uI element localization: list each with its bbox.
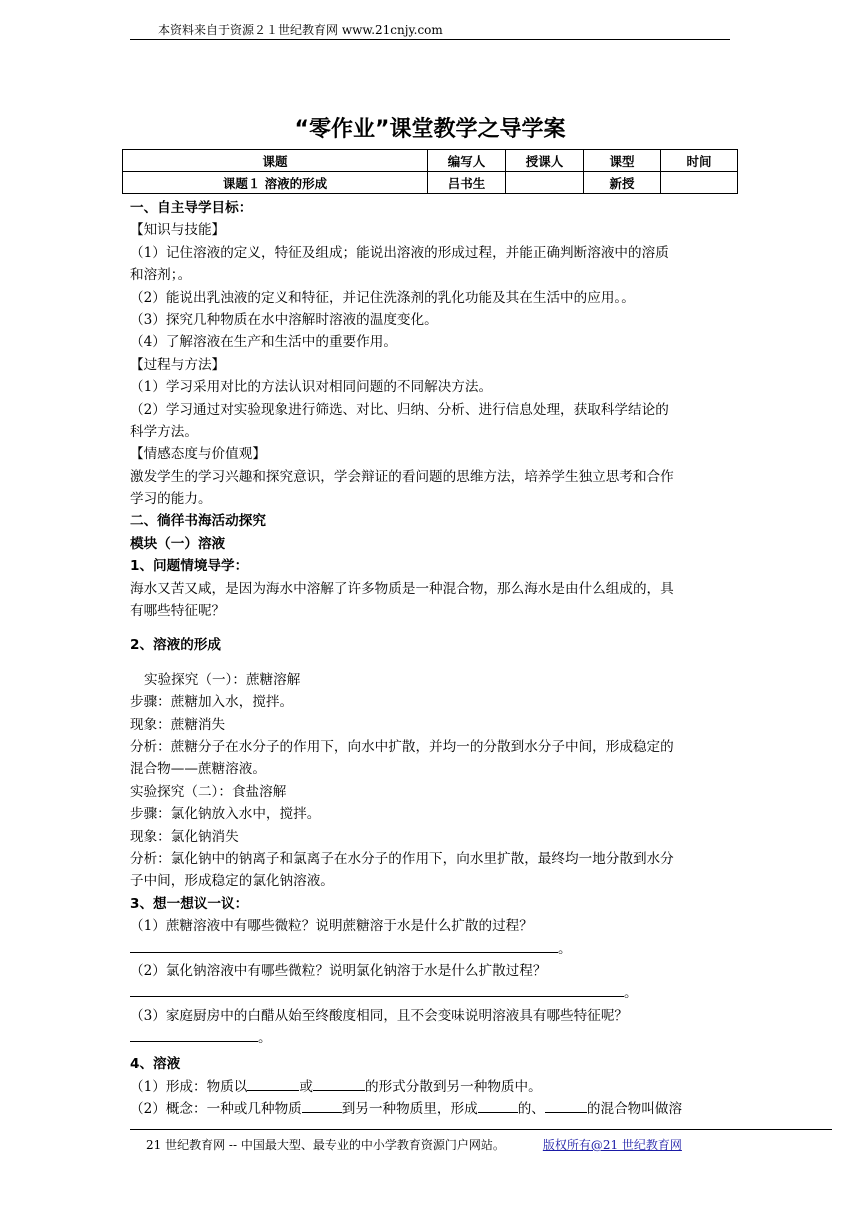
knowledge-item-4: （4）了解溶液在生产和生活中的重要作用。 xyxy=(130,334,397,351)
q4-concept-line: （2）概念：一种或几种物质 到另一种物质里，形成 的、 的混合物叫做溶 xyxy=(130,1098,730,1120)
fill-blank[interactable] xyxy=(247,1076,299,1091)
document-body xyxy=(130,197,730,1121)
q1-heading: 1、问题情境导学： xyxy=(130,558,249,575)
section-heading-goals: 一、自主导学目标： xyxy=(130,200,253,216)
experiment-2-title: 实验探究（二）：食盐溶解 xyxy=(130,783,287,800)
experiment-1-title: 实验探究（一）：蔗糖溶解 xyxy=(144,671,301,688)
value-cell-author: 吕书生 xyxy=(428,172,506,194)
knowledge-item-3: （3）探究几种物质在水中溶解时溶液的温度变化。 xyxy=(130,311,438,328)
attitude-text-cont: 学习的能力。 xyxy=(130,491,212,508)
answer-blank[interactable] xyxy=(130,1027,258,1042)
q3-heading: 3、想一想议一议： xyxy=(130,895,249,912)
value-cell-type: 新授 xyxy=(584,172,661,194)
page-footer xyxy=(146,1136,682,1153)
q3-question-3: （3）家庭厨房中的白醋从始至终酸度相同，且不会变味说明溶液具有哪些特征呢？ xyxy=(130,1007,629,1024)
section-heading-activity: 二、徜徉书海活动探究 xyxy=(130,513,266,530)
experiment-1-phenomenon: 现象：蔗糖消失 xyxy=(130,716,226,733)
experiment-2-analysis: 分析：氯化钠中的钠离子和氯离子在水分子的作用下，向水里扩散，最终均一地分散到水分 xyxy=(130,850,674,867)
header-source-text: 本资料来自于资源２１世纪教育网 www.21cnjy.com xyxy=(158,23,443,37)
fill-blank[interactable] xyxy=(302,1098,342,1113)
fill-blank[interactable] xyxy=(545,1098,587,1113)
process-item-2-cont: 科学方法。 xyxy=(130,423,198,440)
footer-divider xyxy=(130,1129,832,1130)
q3-question-1: （1）蔗糖溶液中有哪些微粒？说明蔗糖溶于水是什么扩散的过程？ xyxy=(130,918,533,935)
lesson-info-table xyxy=(122,149,738,194)
footer-text: 21 世纪教育网 -- 中国最大型、最专业的中小学教育资源门户网站。 xyxy=(146,1138,505,1152)
process-item-2: （2）学习通过对实验现象进行筛选、对比、归纳、分析、进行信息处理，获取科学结论的 xyxy=(130,401,669,418)
knowledge-item-2: （2）能说出乳浊液的定义和特征，并记住洗涤剂的乳化功能及其在生活中的应用。。 xyxy=(130,289,635,306)
table-header-row xyxy=(123,150,738,172)
subheading-knowledge: 【知识与技能】 xyxy=(130,222,226,239)
q4-heading: 4、溶液 xyxy=(130,1056,181,1073)
fill-blank[interactable] xyxy=(478,1098,518,1113)
value-cell-time xyxy=(661,172,738,194)
header-cell-time: 时间 xyxy=(661,150,738,172)
attitude-text: 激发学生的学习兴趣和探究意识，学会辩证的看问题的思维方法，培养学生独立思考和合作 xyxy=(130,468,674,485)
q4-formation-line: （1）形成：物质以 或 的形式分散到另一种物质中。 xyxy=(130,1076,730,1098)
value-cell-teacher xyxy=(506,172,584,194)
q1-text: 海水又苦又咸，是因为海水中溶解了许多物质是一种混合物，那么海水是由什么组成的，具 xyxy=(130,580,674,597)
subheading-process: 【过程与方法】 xyxy=(130,356,226,373)
answer-blank[interactable] xyxy=(130,982,624,997)
table-value-row xyxy=(123,172,738,194)
period-mark: 。 xyxy=(558,940,572,957)
experiment-1-analysis: 分析：蔗糖分子在水分子的作用下，向水中扩散，并均一的分散到水分子中间，形成稳定的 xyxy=(130,738,674,755)
header-cell-topic: 课题 xyxy=(123,150,428,172)
module-heading-solution: 模块（一）溶液 xyxy=(130,535,226,552)
page-header xyxy=(130,22,730,40)
q3-answer-line-3 xyxy=(130,1027,730,1049)
document-title: “零作业”课堂教学之导学案 xyxy=(294,117,566,142)
experiment-2-steps: 步骤：氯化钠放入水中，搅拌。 xyxy=(130,806,321,823)
answer-blank[interactable] xyxy=(130,938,558,953)
period-mark: 。 xyxy=(258,1030,272,1047)
q1-text-cont: 有哪些特征呢？ xyxy=(130,603,226,620)
q3-answer-line-2 xyxy=(130,982,730,1004)
copyright-link[interactable]: 版权所有@21 世纪教育网 xyxy=(542,1138,682,1152)
period-mark: 。 xyxy=(624,985,638,1002)
experiment-2-phenomenon: 现象：氯化钠消失 xyxy=(130,828,239,845)
header-cell-teacher: 授课人 xyxy=(506,150,584,172)
experiment-2-analysis-cont: 子中间，形成稳定的氯化钠溶液。 xyxy=(130,873,334,890)
q3-answer-line-1 xyxy=(130,938,730,960)
knowledge-item-1: （1）记住溶液的定义，特征及组成；能说出溶液的形成过程，并能正确判断溶液中的溶质 xyxy=(130,244,669,261)
experiment-1-steps: 步骤：蔗糖加入水，搅拌。 xyxy=(130,694,294,711)
subheading-attitude: 【情感态度与价值观】 xyxy=(130,446,266,463)
q2-heading: 2、溶液的形成 xyxy=(130,637,222,654)
process-item-1: （1）学习采用对比的方法认识对相同问题的不同解决方法。 xyxy=(130,379,493,396)
experiment-1-analysis-cont: 混合物——蔗糖溶液。 xyxy=(130,761,266,778)
knowledge-item-1-cont: 和溶剂；。 xyxy=(130,267,192,284)
header-cell-type: 课型 xyxy=(584,150,661,172)
header-cell-author: 编写人 xyxy=(428,150,506,172)
value-cell-topic: 课题１ 溶液的形成 xyxy=(123,172,428,194)
fill-blank[interactable] xyxy=(313,1076,365,1091)
q3-question-2: （2）氯化钠溶液中有哪些微粒？说明氯化钠溶于水是什么扩散过程？ xyxy=(130,962,547,979)
